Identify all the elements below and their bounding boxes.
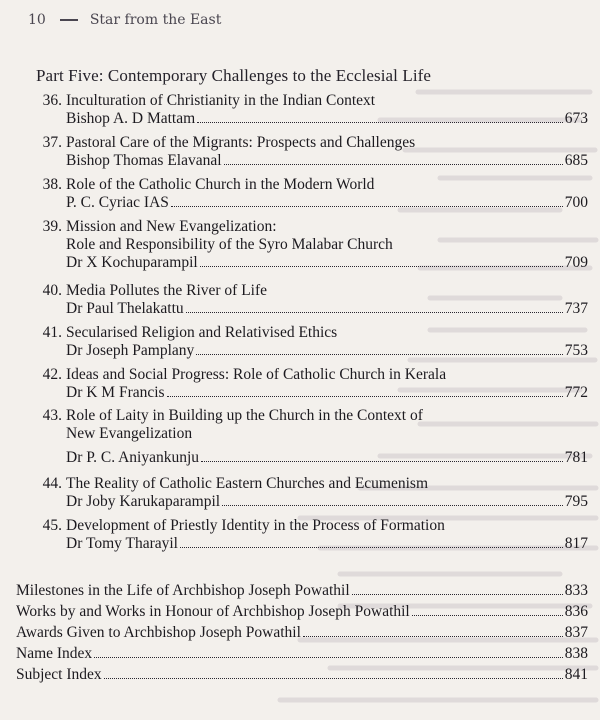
- dot-leader: [224, 164, 563, 165]
- entry-number: 41.: [42, 324, 62, 341]
- entry-page: 753: [564, 342, 588, 359]
- toc-entry[interactable]: [36, 475, 588, 511]
- entry-title: Development of Priestly Identity in the Process of Formation: [66, 517, 445, 534]
- entry-number: 45.: [42, 517, 62, 534]
- dot-leader: [171, 206, 563, 207]
- dot-leader: [303, 636, 563, 637]
- toc-entry[interactable]: [36, 134, 588, 170]
- entry-author: Bishop Thomas Elavanal: [66, 152, 222, 169]
- part-title: Part Five: Contemporary Challenges to the Ecclesial Life: [36, 66, 432, 85]
- toc-entry[interactable]: [36, 176, 588, 212]
- entry-title: Role of the Catholic Church in the Modern World: [66, 176, 375, 193]
- entry-page: 795: [564, 493, 588, 510]
- entry-number: 44.: [42, 475, 62, 492]
- dot-leader: [94, 657, 563, 658]
- entry-title-continued: New Evangelization: [66, 425, 193, 442]
- toc-backmatter-item[interactable]: [16, 582, 588, 600]
- backmatter-title: Awards Given to Archbishop Joseph Powathil: [16, 624, 301, 641]
- backmatter-page: 841: [564, 666, 588, 683]
- dot-leader: [200, 266, 563, 267]
- backmatter-page: 837: [564, 624, 588, 641]
- entry-number: 38.: [42, 176, 62, 193]
- dot-leader: [412, 615, 563, 616]
- entry-author: Dr Paul Thelakattu: [66, 300, 184, 317]
- dot-leader: [197, 122, 563, 123]
- backmatter-title: Subject Index: [16, 666, 102, 683]
- entry-author: Dr Joseph Pamplany: [66, 342, 195, 359]
- entry-page: 685: [564, 152, 588, 169]
- entry-title: Inculturation of Christianity in the Indian Context: [66, 92, 376, 109]
- entry-page: 700: [564, 194, 588, 211]
- toc-backmatter-item[interactable]: [16, 666, 588, 684]
- dot-leader: [201, 461, 563, 462]
- entry-author: Bishop A. D Mattam: [66, 110, 196, 127]
- entry-title-continued: Role and Responsibility of the Syro Malabar Church: [66, 236, 393, 253]
- entry-number: 40.: [42, 282, 62, 299]
- entry-number: 42.: [42, 366, 62, 383]
- entry-author: P. C. Cyriac IAS: [66, 194, 169, 211]
- dot-leader: [167, 396, 563, 397]
- dot-leader: [186, 312, 563, 313]
- entry-author: Dr P. C. Aniyankunju: [66, 449, 200, 466]
- entry-title: Role of Laity in Building up the Church in the Context of: [66, 407, 423, 424]
- backmatter-page: 833: [564, 582, 588, 599]
- toc-entry[interactable]: [36, 407, 588, 467]
- toc-backmatter-item[interactable]: [16, 645, 588, 663]
- dot-leader: [222, 505, 563, 506]
- dot-leader: [196, 354, 562, 355]
- toc-entry[interactable]: [36, 324, 588, 360]
- entry-page: 772: [564, 384, 588, 401]
- dot-leader: [104, 678, 563, 679]
- entry-author: Dr Joby Karukaparampil: [66, 493, 221, 510]
- backmatter-page: 836: [564, 603, 588, 620]
- entry-author: Dr Tomy Tharayil: [66, 535, 178, 552]
- entry-title: Mission and New Evangelization:: [66, 218, 277, 235]
- page-number: 10: [28, 12, 46, 28]
- entry-number: 39.: [42, 218, 62, 235]
- dot-leader: [180, 547, 563, 548]
- dot-leader: [352, 594, 563, 595]
- toc-entry[interactable]: [36, 218, 588, 272]
- backmatter-title: Name Index: [16, 645, 93, 662]
- backmatter-title: Milestones in the Life of Archbishop Joseph Powathil: [16, 582, 350, 599]
- backmatter-title: Works by and Works in Honour of Archbishop Joseph Powathil: [16, 603, 410, 620]
- entry-page: 709: [564, 254, 588, 271]
- backmatter-page: 838: [564, 645, 588, 662]
- toc-entry[interactable]: [36, 366, 588, 402]
- entry-title: Ideas and Social Progress: Role of Catholic Church in Kerala: [66, 366, 447, 383]
- entry-author: Dr K M Francis: [66, 384, 165, 401]
- entry-title: Media Pollutes the River of Life: [66, 282, 268, 299]
- toc-entry[interactable]: [36, 517, 588, 553]
- running-header: [28, 8, 221, 32]
- entry-number: 43.: [42, 407, 62, 424]
- entry-number: 37.: [42, 134, 62, 151]
- entry-number: 36.: [42, 92, 62, 109]
- entry-page: 673: [564, 110, 588, 127]
- toc-entry[interactable]: [36, 282, 588, 318]
- entry-title: Pastoral Care of the Migrants: Prospects and Challenges: [66, 134, 416, 151]
- entry-title: The Reality of Catholic Eastern Churches and Ecumenism: [66, 475, 428, 492]
- entry-title: Secularised Religion and Relativised Ethics: [66, 324, 338, 341]
- entry-page: 737: [564, 300, 588, 317]
- entry-page: 817: [564, 535, 588, 552]
- toc-backmatter-item[interactable]: [16, 624, 588, 642]
- toc-entry[interactable]: [36, 92, 588, 128]
- toc-backmatter-item[interactable]: [16, 603, 588, 621]
- entry-author: Dr X Kochuparampil: [66, 254, 198, 271]
- running-title: Star from the East: [89, 12, 222, 28]
- header-dash: [60, 19, 78, 21]
- entry-page: 781: [564, 449, 588, 466]
